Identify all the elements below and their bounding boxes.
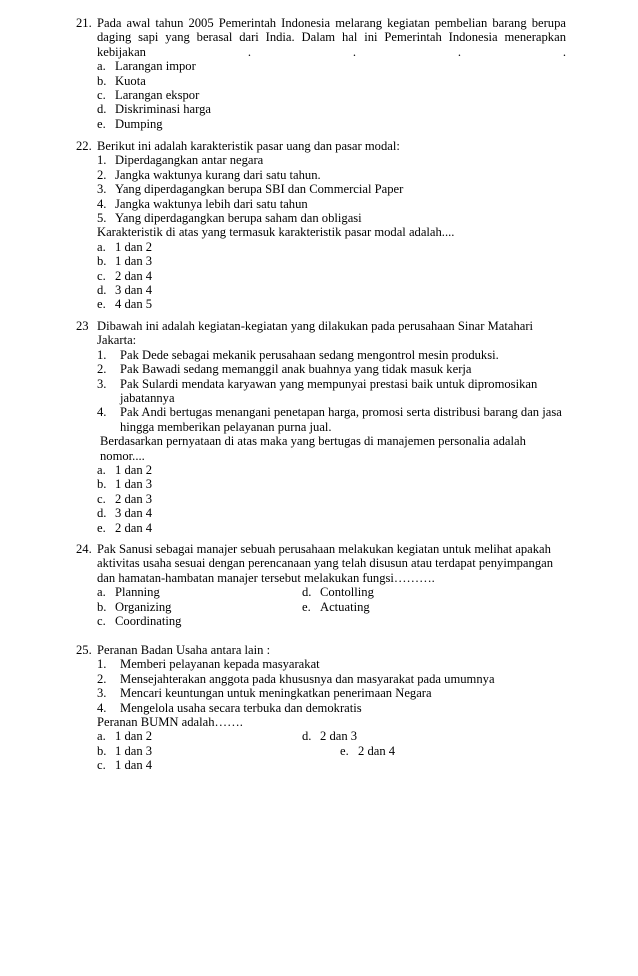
option-text: Larangan ekspor: [115, 88, 200, 103]
option-label: c.: [97, 88, 106, 103]
question-24: [76, 542, 566, 628]
option-text: 2 dan 4: [115, 520, 153, 535]
option-label: d.: [302, 729, 312, 744]
option-label: a.: [97, 729, 106, 744]
option-e: [97, 521, 566, 535]
option-label: b.: [97, 743, 107, 758]
statement-text: Pak Bawadi sedang memanggil anak buahnya yang tidak masuk kerja: [120, 362, 472, 377]
option-text: Kuota: [115, 73, 146, 88]
option-label: e.: [97, 520, 106, 535]
option-row: [97, 600, 566, 614]
statement-1: [97, 657, 566, 671]
option-label: a.: [97, 239, 106, 254]
option-label: a.: [97, 463, 106, 478]
option-label: b.: [97, 599, 107, 614]
option-text: Actuating: [320, 599, 370, 614]
option-text: Planning: [115, 585, 160, 600]
option-label: a.: [97, 585, 106, 600]
option-row: [97, 729, 566, 743]
option-text: Larangan impor: [115, 59, 196, 74]
statement-text: Mencari keuntungan untuk meningkatkan penerimaan Negara: [120, 686, 432, 701]
option-d: [97, 506, 566, 520]
question-25: [76, 643, 566, 773]
statement-text: Mensejahterakan anggota pada khususnya dan masyarakat pada umumnya: [120, 671, 495, 686]
statement-4: [97, 701, 566, 715]
question-number: 23: [76, 319, 89, 333]
statement-1: [97, 348, 566, 362]
statement-4: [97, 197, 566, 211]
statement-label: 2.: [97, 671, 107, 686]
option-a: [97, 240, 566, 254]
question-stem: Pada awal tahun 2005 Pemerintah Indonesia melarang kegiatan pembelian barang berupa daging sapi yang berasal dari India. Dalam hal ini Pemerintah Indonesia menerapkan kebijakan . . . .: [97, 16, 566, 59]
option-text: Dumping: [115, 116, 163, 131]
statement-text: Mengelola usaha secara terbuka dan demokratis: [120, 700, 362, 715]
question-stem: Peranan Badan Usaha antara lain :: [97, 643, 271, 657]
option-text: Organizing: [115, 599, 172, 614]
statement-label: 4.: [97, 700, 107, 715]
question-stem-line: dan hamatan-hambatan manajer tersebut melakukan fungsi……….: [97, 570, 435, 585]
option-c: [97, 269, 566, 283]
option-label: e.: [340, 743, 349, 758]
question-number: 25.: [76, 643, 92, 657]
option-text: 3 dan 4: [115, 283, 153, 298]
option-b: [97, 254, 566, 268]
option-label: e.: [302, 599, 311, 614]
option-b: [97, 477, 566, 491]
statement-text: Yang diperdagangkan berupa SBI dan Commercial Paper: [115, 182, 404, 197]
statement-4: [97, 405, 566, 434]
question-number: 21.: [76, 16, 92, 30]
option-c: [97, 758, 566, 772]
option-text: Coordinating: [115, 614, 182, 629]
option-e: [97, 297, 566, 311]
option-label: b.: [97, 254, 107, 269]
option-e: [340, 744, 395, 758]
option-text: 2 dan 3: [115, 491, 153, 506]
statement-text: jabatannya: [120, 391, 175, 406]
statement-text: Pak Dede sebagai mekanik perusahaan sedang mengontrol mesin produksi.: [120, 347, 499, 362]
statement-3: [97, 377, 566, 406]
option-c: [97, 88, 566, 102]
option-c: [97, 614, 566, 628]
statement-label: 2.: [97, 362, 107, 377]
option-d: [97, 283, 566, 297]
option-label: e.: [97, 297, 106, 312]
statement-text: Diperdagangkan antar negara: [115, 153, 264, 168]
option-text: 1 dan 3: [115, 743, 153, 758]
question-stem-line: Jakarta:: [97, 333, 137, 348]
question-stem: Berikut ini adalah karakteristik pasar uang dan pasar modal:: [97, 139, 400, 153]
statement-label: 2.: [97, 167, 107, 182]
option-label: b.: [97, 73, 107, 88]
option-row: [97, 744, 566, 758]
option-label: c.: [97, 758, 106, 773]
question-stem-line: Dibawah ini adalah kegiatan-kegiatan yang dilakukan pada perusahaan Sinar Matahari: [97, 319, 534, 333]
statement-5: [97, 211, 566, 225]
statement-text: Pak Andi bertugas menangani penetapan harga, promosi serta distribusi barang dan jasa: [120, 405, 562, 420]
option-label: d.: [97, 506, 107, 521]
option-d: [302, 729, 357, 743]
option-a: [97, 463, 566, 477]
question-21: [76, 16, 566, 131]
statement-text: Memberi pelayanan kepada masyarakat: [120, 657, 320, 672]
statement-2: [97, 672, 566, 686]
statement-label: 1.: [97, 347, 107, 362]
question-number: 24.: [76, 542, 92, 556]
option-a: [97, 59, 566, 73]
option-e: [97, 117, 566, 131]
option-text: 4 dan 5: [115, 297, 153, 312]
option-d: [302, 585, 374, 599]
statement-1: [97, 153, 566, 167]
option-text: 1 dan 2: [115, 463, 153, 478]
statement-label: 3.: [97, 376, 107, 391]
option-text: 3 dan 4: [115, 506, 153, 521]
statement-text: Jangka waktunya lebih dari satu tahun: [115, 196, 308, 211]
statement-label: 4.: [97, 196, 107, 211]
option-text: 1 dan 3: [115, 254, 153, 269]
statement-text: Jangka waktunya kurang dari satu tahun.: [115, 167, 321, 182]
option-text: Contolling: [320, 585, 374, 600]
option-text: Diskriminasi harga: [115, 102, 211, 117]
option-e: [302, 600, 370, 614]
statement-text: hingga memberikan pelayanan purna jual.: [120, 419, 332, 434]
question-prompt: Peranan BUMN adalah…….: [97, 715, 243, 730]
option-label: c.: [97, 614, 106, 629]
option-text: 1 dan 2: [115, 239, 153, 254]
option-label: d.: [97, 283, 107, 298]
statement-label: 3.: [97, 182, 107, 197]
statement-2: [97, 168, 566, 182]
question-22: [76, 139, 566, 312]
statement-text: Pak Sulardi mendata karyawan yang mempunyai prestasi baik untuk dipromosikan: [120, 376, 538, 391]
question-stem-line: aktivitas usaha sesuai dengan perencanaan yang telah disusun atau terdapat penyimpangan: [97, 556, 554, 571]
question-prompt: Karakteristik di atas yang termasuk karakteristik pasar modal adalah....: [97, 225, 455, 240]
option-c: [97, 492, 566, 506]
option-label: e.: [97, 116, 106, 131]
option-label: d.: [302, 585, 312, 600]
question-prompt-line: nomor....: [100, 448, 145, 463]
question-prompt-line: Berdasarkan pernyataan di atas maka yang bertugas di manajemen personalia adalah: [100, 434, 526, 449]
option-label: b.: [97, 477, 107, 492]
option-label: c.: [97, 268, 106, 283]
option-label: a.: [97, 59, 106, 74]
option-text: 1 dan 4: [115, 758, 153, 773]
option-text: 1 dan 3: [115, 477, 153, 492]
question-number: 22.: [76, 139, 92, 153]
option-text: 2 dan 4: [115, 268, 153, 283]
statement-label: 5.: [97, 211, 107, 226]
option-text: 1 dan 2: [115, 729, 153, 744]
option-label: c.: [97, 491, 106, 506]
option-row: [97, 585, 566, 599]
option-d: [97, 102, 566, 116]
option-b: [97, 74, 566, 88]
option-text: 2 dan 3: [320, 729, 358, 744]
question-23: [76, 319, 566, 535]
statement-3: [97, 182, 566, 196]
statement-label: 1.: [97, 657, 107, 672]
statement-label: 4.: [97, 405, 107, 420]
statement-label: 3.: [97, 686, 107, 701]
statement-text: Yang diperdagangkan berupa saham dan obligasi: [115, 211, 362, 226]
option-text: 2 dan 4: [358, 743, 396, 758]
statement-label: 1.: [97, 153, 107, 168]
question-stem-line: Pak Sanusi sebagai manajer sebuah perusahaan melakukan kegiatan untuk melihat apakah: [97, 542, 551, 556]
option-label: d.: [97, 102, 107, 117]
statement-3: [97, 686, 566, 700]
statement-2: [97, 362, 566, 376]
